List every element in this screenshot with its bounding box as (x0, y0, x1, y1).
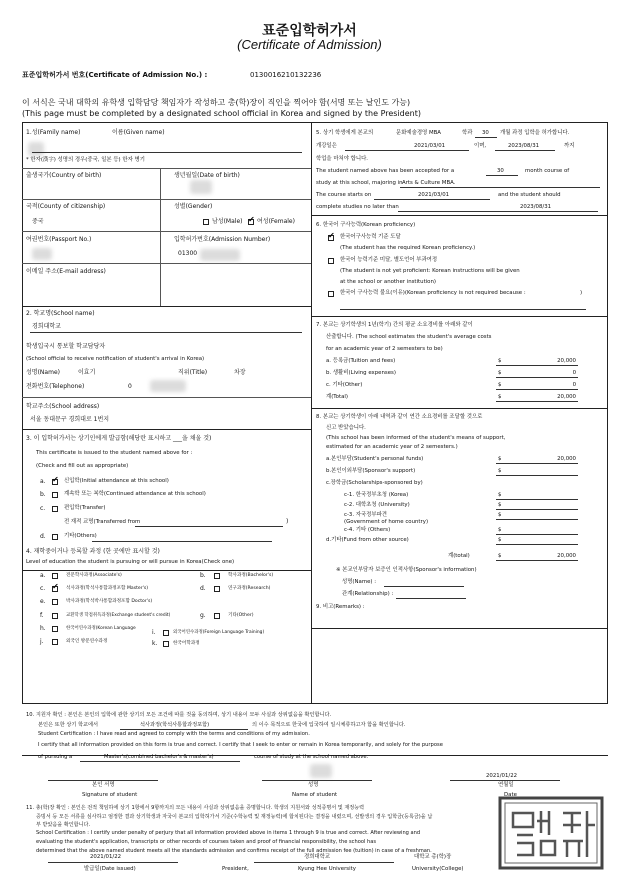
s5-l1c: 개월 과정 입학을 허가합니다. (500, 130, 570, 136)
contact-tel-label: 전화번호(Telephone) (26, 383, 85, 390)
korean-not-proficient-en2: at the school or another institution) (340, 279, 437, 285)
fund-c3-currency: $ (498, 512, 502, 518)
s5-l2b: 이며, (474, 143, 487, 149)
s10-l2-course: 석사과정(학석사통합과정포함) (140, 722, 210, 728)
cost-living-currency: $ (498, 370, 502, 376)
fund-c2-currency: $ (498, 502, 502, 508)
fund-scholarship-label: c.장학금(Scholarships-sponsored by) (326, 480, 423, 486)
level-foreign-language-label: 외국어연수과정(Foreign Language Training) (173, 630, 265, 635)
title-en: (Certificate of Admission) (237, 37, 382, 52)
level-c-mark: c. (40, 585, 46, 592)
cost-living-amount: 0 (572, 370, 576, 376)
korean-not-proficient-checkbox[interactable] (328, 258, 334, 264)
s4-heading2: Level of education the student is pursuing or will pursue in Korea(Check one) (26, 559, 235, 565)
level-research-label: 연구과정(Research) (228, 586, 271, 591)
level-korean-course-checkbox[interactable] (163, 641, 169, 647)
s5-end-en: 2023/08/31 (520, 204, 552, 210)
s11-l1: 11. 총(학)장 확인 : 본인은 전적 책임하에 상기 1항에서 9항까지의 모든 내용이 사실과 상위없음을 증명합니다. 학생의 지원서와 성적증명서 및 재정능력 (26, 805, 365, 811)
s11-l2: 증빙서 등 모든 서류를 심사하고 엄정한 결과 상기학생과 자국이 본교의 입학허가서 기준(수학능력 및 재정능력)에 합치된다는 결정을 내렸으며, 선발생의 경우 입학금(등록금)을 납 (36, 814, 433, 820)
s8-heading: 8. 본교는 상기학생이 아래 내역과 같이 연간 소요경비를 조달할 것으로 (316, 414, 483, 420)
cost-tuition-label: a. 등록금(Tuition and fees) (326, 358, 396, 364)
transfer-label: 편입학(Transfer) (64, 505, 106, 511)
s11-l3: 부 받았음을 확인합니다. (36, 822, 91, 828)
s11-l4: School Certification : I certify under penalty of perjury that all information provided above in items 1 through 9 is true and correct. After reviewing and (36, 830, 421, 836)
s3-check-note: (Check and fill out as appropriate) (36, 463, 129, 469)
school-official-en: (School official to receive notification of student's arrival in Korea) (26, 356, 205, 362)
male-label: 남성(Male) (212, 218, 243, 225)
s5-e4a: complete studies no later than (316, 204, 399, 210)
s5-start: 2021/03/01 (414, 143, 446, 149)
signature-label-en: Signature of student (82, 792, 138, 798)
level-research-checkbox[interactable] (214, 586, 220, 592)
signature-label-ko: 본인 서명 (92, 782, 115, 788)
s5-months-en: 30 (497, 168, 504, 174)
continued-attendance-checkbox[interactable] (52, 492, 58, 498)
title-ko: 표준입학허가서 (262, 23, 357, 39)
level-f-mark: f. (40, 612, 44, 619)
president-label: President, (222, 866, 249, 872)
s8-h4: estimated for an academic year of 2 semesters.) (326, 444, 458, 450)
fund-total-label: 계(total) (448, 553, 470, 559)
redacted-dob (190, 180, 212, 194)
fund-total-amount: 20,000 (557, 553, 576, 559)
s3-b-mark: b. (40, 491, 46, 498)
s10-l5-course: Master's(combined bachelor's & master's) (104, 754, 214, 760)
cost-total-currency: $ (498, 394, 502, 400)
dob-label: 생년월일(Date of birth) (174, 172, 240, 179)
s11-l5: evaluating the student's application, transcripts or other records of courses taken and proof of financial responsibility, the school has (36, 839, 376, 845)
birth-country-label: 출생국가(Country of birth) (26, 172, 102, 179)
contact-tel-value: 0 (128, 383, 132, 390)
level-j-mark: j. (40, 638, 44, 645)
s10-l2a: 본인은 또한 상기 학교에서 (38, 722, 99, 728)
fund-personal-label: a.본인부담(Student's personal funds) (326, 456, 424, 462)
school-official-label: 학생입국시 통보할 학교담당자 (26, 343, 106, 350)
fund-c3-en: (Government of home country) (344, 519, 429, 525)
redacted-admission-no (200, 249, 240, 261)
address-value: 서울 동대문구 경희대로 1번지 (30, 416, 110, 423)
s7-h3: for an academic year of 2 semesters to be) (326, 346, 443, 352)
fund-c2-label: c-2. 대학초청 (University) (344, 502, 410, 508)
citizenship-value: 중국 (32, 218, 44, 225)
cert-no-label: 표준입학허가서 번호(Certificate of Admission No.) : (22, 71, 208, 79)
s4-heading: 4. 재학중이거나 등록할 과정 (한 곳에만 표시할 것) (26, 548, 160, 555)
others-checkbox[interactable] (52, 534, 58, 540)
address-label: 학교주소(School address) (26, 403, 100, 410)
s5-e2a: study at this school, majoring in (316, 180, 403, 186)
s7-heading: 7. 본교는 상기학생의 1년(학기) 간의 평균 소요경비를 아래와 같이 (316, 322, 473, 328)
fund-other-currency: $ (498, 537, 502, 543)
cost-total-label: 계(Total) (326, 394, 349, 400)
level-visiting-label: 외국인 방문연수과정 (66, 639, 108, 644)
fund-total-currency: $ (498, 553, 502, 559)
university-name-ko: 경희대학교 (304, 854, 331, 860)
notice-en: (This page must be completed by a designated school official in Korea and signed by the President) (22, 109, 422, 118)
university-label-ko: 대학교 총(학)장 (414, 854, 452, 860)
passport-label: 여권번호(Passport No.) (26, 236, 92, 243)
fund-sponsor-label: b.본인이외부담(Sponsor's support) (326, 468, 416, 474)
level-e-mark: e. (40, 598, 46, 605)
redacted-student-name (310, 764, 332, 778)
level-other-label: 기타(Other) (228, 613, 254, 618)
fund-c4-label: c-4. 기타 (Others) (344, 527, 391, 533)
fund-c4-currency: $ (498, 527, 502, 533)
s5-end: 2023/08/31 (508, 143, 540, 149)
s3-heading: 3. 이 입학허가서는 상기인에게 발급함(해당란 표시하고 ___을 채울 것) (26, 435, 212, 442)
s5-l1b: 학과 (462, 130, 473, 136)
fund-personal-currency: $ (498, 456, 502, 462)
s5-major: Arts & Culture MBA. (402, 180, 456, 186)
level-exchange-checkbox[interactable] (52, 613, 58, 619)
level-korean-checkbox[interactable] (52, 626, 58, 632)
s6-heading: 6. 한국어 구사능력(Korean proficiency) (316, 222, 416, 228)
cost-tuition-currency: $ (498, 358, 502, 364)
name-label-en: Name of student (292, 792, 338, 798)
name-label-ko: 성명 (308, 782, 319, 788)
cost-total-amount: 20,000 (557, 394, 576, 400)
cert-no: 0130016210132236 (250, 71, 322, 79)
s8-h2: 신고 받았습니다. (326, 425, 366, 431)
level-other-checkbox[interactable] (214, 613, 220, 619)
issue-date: 2021/01/22 (90, 854, 122, 860)
cost-tuition-amount: 20,000 (557, 358, 576, 364)
level-master-checkbox[interactable] (52, 586, 58, 592)
university-name-en: Kyung Hee University (298, 866, 356, 872)
fund-personal-amount: 20,000 (557, 456, 576, 462)
level-exchange-label: 교환학생 학점취득과정(Exchange student's credit) (66, 613, 171, 618)
level-b-mark: b. (200, 572, 206, 579)
redacted-passport (32, 248, 52, 260)
s10-l2b: 의 이수 목적으로 한국에 입국하여 일시체류하고자 함을 확인합니다. (252, 722, 406, 728)
s5-e3b: and the student should (498, 192, 561, 198)
others-label: 기타(Others) (64, 533, 97, 539)
level-doctor-checkbox[interactable] (52, 599, 58, 605)
gender-label: 성별(Gender) (174, 203, 213, 210)
korean-not-proficient-label: 한국어 능력기준 미달, 별도언어 부과여정 (340, 257, 438, 263)
initial-attendance-checkbox[interactable] (52, 479, 58, 485)
korean-not-required-checkbox[interactable] (328, 291, 334, 297)
level-g-mark: g. (200, 612, 206, 619)
s5-e3a: The course starts on (316, 192, 372, 198)
korean-not-proficient-en: (The student is not yet proficient: Korean instructions will be given (340, 268, 520, 274)
date-label-en: Date (504, 792, 517, 798)
school-label: 2. 학교명(School name) (26, 310, 95, 317)
sponsor-info-note: ※ 본교인부담자 보증인 인적사항(Sponsor's information) (336, 567, 477, 573)
s11-l6: determined that the above named student meets all the standards admission and confirms receipt of the full admission fee (tuition) in case of a freshman. (36, 848, 432, 854)
s3-c-mark: c. (40, 505, 46, 512)
s7-h2: 산출합니다. (The school estimates the student's average costs (326, 334, 492, 340)
official-seal (497, 795, 605, 871)
level-korean-label: 한국어연수과정(Korean Language (66, 626, 136, 631)
fund-sponsor-currency: $ (498, 468, 502, 474)
admission-no-value: 01300 (178, 250, 198, 257)
level-associate-label: 전문학사과정(Associate's) (66, 573, 122, 578)
s5-e1b: month course of (525, 168, 570, 174)
school-value: 경희대학교 (32, 323, 61, 330)
s5-program: 문화예술경영 MBA (396, 130, 441, 136)
s8-h3: (This school has been informed of the student's means of support, (326, 435, 506, 441)
student-sign-date: 2021/01/22 (486, 773, 518, 779)
s3-heading2: This certificate is issued to the student named above for : (36, 450, 193, 456)
s5-l2a: 개강일은 (316, 143, 337, 149)
s10-l5b: course of study at the school named above. (254, 754, 369, 760)
cost-living-label: b. 생활비(Living expenses) (326, 370, 396, 376)
issue-date-label: 발급일(Date issued) (84, 866, 136, 872)
female-label: 여성(Female) (257, 218, 295, 225)
redacted-surname (28, 142, 44, 156)
sponsor-relationship-label: 관계(Relationship) : (342, 591, 394, 597)
level-bachelor-checkbox[interactable] (214, 573, 220, 579)
female-checkbox[interactable] (248, 219, 254, 225)
level-h-mark: h. (40, 625, 46, 632)
male-checkbox[interactable] (203, 219, 209, 225)
sponsor-name-label: 성명(Name) : (342, 579, 377, 585)
korean-proficient-label: 한국어구사능력 기준 도달 (340, 234, 401, 240)
level-bachelor-label: 학사과정(Bachelor's) (228, 573, 274, 578)
admission-no-label: 입학허가번호(Admission Number) (174, 236, 271, 243)
cost-other-label: c. 기타(Other) (326, 382, 363, 388)
korean-not-required-close: ) (580, 290, 583, 296)
contact-title-label: 직위(Title) (178, 369, 208, 376)
fund-c1-label: c-1. 한국정부초청 (Korea) (344, 492, 409, 498)
notice-ko: 이 서식은 국내 대학의 유학생 입학담당 책임자가 작성하고 총(학)장이 직인을 찍어야 함(서명 또는 날인도 가능) (22, 98, 411, 107)
korean-proficient-checkbox[interactable] (328, 235, 334, 241)
s5-l3: 학업을 마쳐야 합니다. (316, 156, 369, 162)
fund-c3-label: c-3. 자국정부파견 (344, 512, 388, 518)
s5-l2c: 까지 (564, 143, 575, 149)
s5-l1a: 5. 상기 학생에게 본교의 (316, 130, 374, 136)
level-associate-checkbox[interactable] (52, 573, 58, 579)
university-label-en: University(College) (412, 866, 464, 872)
s10-l1: 10. 지원자 확인 : 본인은 본인의 입학에 관한 상기의 모든 조건에 따를 것을 동의하며, 상기 내용이 모두 사실과 상위없음을 확인합니다. (26, 712, 332, 718)
cost-other-amount: 0 (572, 382, 576, 388)
level-a-mark: a. (40, 572, 46, 579)
transferred-from-close: ) (286, 518, 289, 525)
level-d-mark: d. (200, 585, 206, 592)
fund-c1-currency: $ (498, 492, 502, 498)
given-name-label: 이름(Given name) (112, 129, 165, 136)
level-foreign-language-checkbox[interactable] (163, 630, 169, 636)
level-visiting-checkbox[interactable] (52, 639, 58, 645)
contact-name-value: 이효기 (78, 369, 96, 376)
s3-a-mark: a. (40, 478, 46, 485)
korean-not-required-label: 한국어 구사능력 불요(이유)(Korean proficiency is not required because : (340, 290, 526, 296)
email-label: 이메일 주소(E-mail address) (26, 268, 106, 275)
continued-attendance-label: 계속학 또는 복학(Continued attendance at this school) (64, 491, 206, 497)
s3-d-mark: d. (40, 533, 46, 540)
contact-title-value: 차장 (234, 369, 246, 376)
s5-e1a: The student named above has been accepted for a (316, 168, 455, 174)
initial-attendance-label: 신입학(Initial attendance at this school) (64, 478, 169, 484)
s5-start-en: 2021/03/01 (418, 192, 450, 198)
s5-months: 30 (482, 130, 489, 136)
level-korean-course-label: 한국어학과정 (173, 641, 200, 646)
s10-l3: Student Certification : I have read and agreed to comply with the terms and conditions of my admission. (38, 731, 310, 737)
hanja-note: * 한자(漢字) 성명의 경우(중국, 일본 등) 한자 병기 (26, 157, 145, 163)
remarks-label: 9. 비고(Remarks) : (316, 604, 365, 610)
level-k-mark: k. (152, 640, 158, 647)
korean-proficient-en: (The student has the required Korean proficiency.) (340, 245, 476, 251)
date-label-ko: 연월일 (498, 782, 514, 788)
contact-name-label: 성명(Name) (26, 369, 60, 376)
level-master-label: 석사과정(학석사통합과정포함 Master's) (66, 586, 149, 591)
fund-other-label: d.기타(Fund from other source) (326, 537, 409, 543)
citizenship-label: 국적(County of citizenship) (26, 203, 106, 210)
cost-other-currency: $ (498, 382, 502, 388)
s10-l5a: of pursuing a (38, 754, 73, 760)
redacted-tel (150, 380, 186, 392)
surname-label: 1.성(Family name) (26, 129, 81, 136)
level-doctor-label: 박사과정(학석박사통합과정포함 Doctor's) (66, 599, 153, 604)
level-i-mark: i. (152, 629, 156, 636)
s10-l4: I certify that all information provided on this form is true and correct. I certify that I seek to enter or remain in Korea temporarily, and solely for the purpose (38, 742, 443, 748)
transferred-from-label: 전 재적 교명(Transferred from (64, 519, 141, 525)
transfer-checkbox[interactable] (52, 506, 58, 512)
